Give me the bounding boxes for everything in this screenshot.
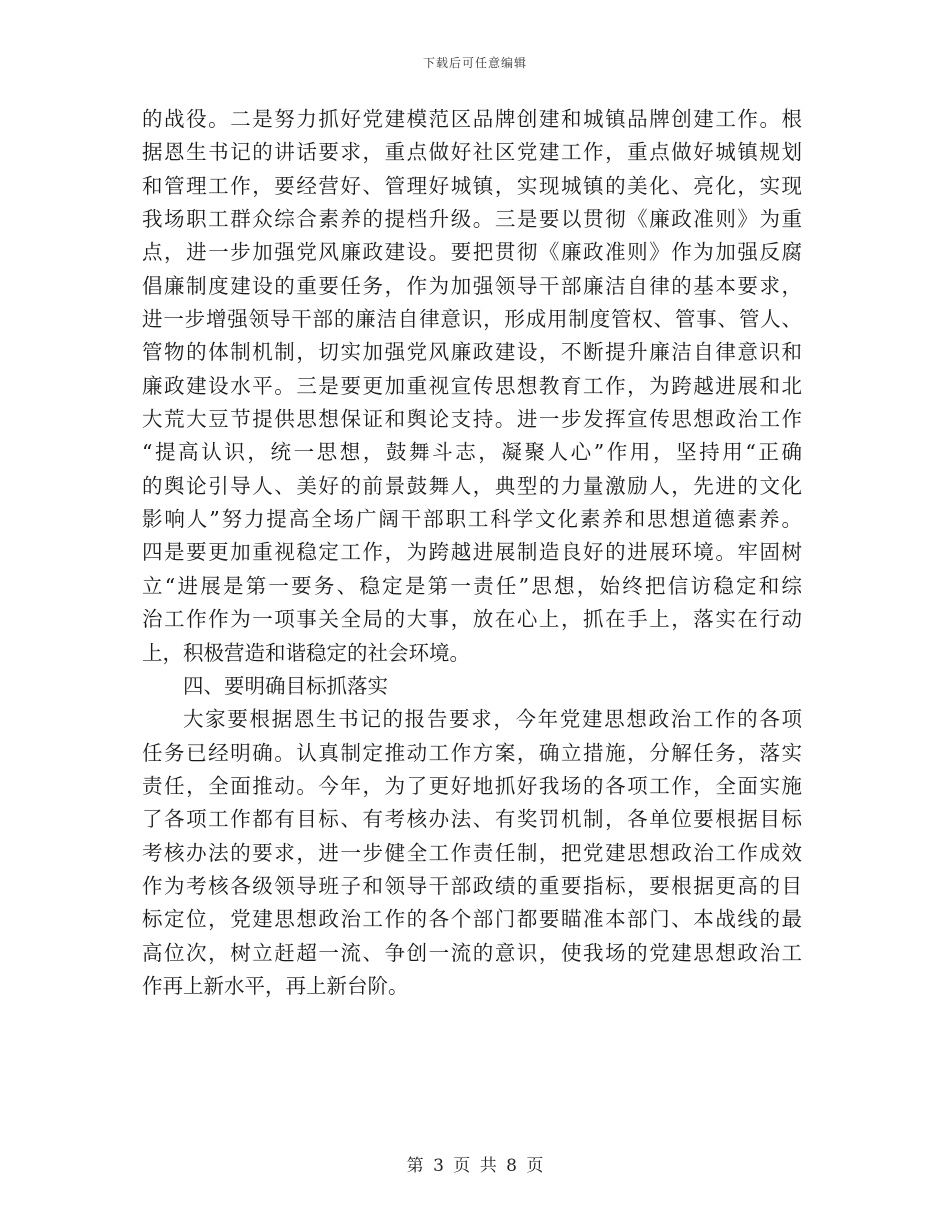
- text-line: 任务已经明确。认真制定推动工作方案，确立措施，分解任务，落实: [142, 740, 802, 765]
- text-line: 四是要更加重视稳定工作，为跨越进展制造良好的进展环境。牢固树: [142, 540, 802, 565]
- page-header: 下载后可任意编辑: [422, 56, 527, 70]
- text-line: 廉政建设水平。三是要更加重视宣传思想教育工作，为跨越进展和北: [142, 373, 802, 398]
- document-body: [142, 103, 802, 1003]
- text-line: 点，进一步加强党风廉政建设。要把贯彻《廉政准则》作为加强反腐: [142, 240, 802, 265]
- text-line: 管物的体制机制，切实加强党风廉政建设，不断提升廉洁自律意识和: [142, 340, 802, 365]
- text-line: 作为考核各级领导班子和领导干部政绩的重要指标，要根据更高的目: [142, 873, 802, 898]
- text-line: 治工作作为一项事关全局的大事，放在心上，抓在手上，落实在行动: [142, 607, 802, 632]
- text-line: 的战役。二是努力抓好党建模范区品牌创建和城镇品牌创建工作。根: [142, 107, 802, 131]
- text-line: 标定位，党建思想政治工作的各个部门都要瞄准本部门、本战线的最: [142, 907, 802, 932]
- text-line: 了各项工作都有目标、有考核办法、有奖罚机制，各单位要根据目标: [142, 807, 802, 832]
- text-line: 作再上新水平，再上新台阶。: [142, 973, 409, 998]
- text-line: 进一步增强领导干部的廉洁自律意识，形成用制度管权、管事、管人、: [142, 307, 802, 332]
- text-line: 大荒大豆节提供思想保证和舆论支持。进一步发挥宣传思想政治工作: [142, 407, 802, 432]
- text-line: 据恩生书记的讲话要求，重点做好社区党建工作，重点做好城镇规划: [142, 140, 802, 165]
- text-line: 责任，全面推动。今年，为了更好地抓好我场的各项工作，全面实施: [142, 773, 802, 798]
- text-line: 倡廉制度建设的重要任务，作为加强领导干部廉洁自律的基本要求，: [142, 273, 802, 298]
- text-line: 和管理工作，要经营好、管理好城镇，实现城镇的美化、亮化，实现: [142, 173, 802, 198]
- text-line: 上，积极营造和谐稳定的社会环境。: [142, 640, 470, 665]
- text-line: 的舆论引导人、美好的前景鼓舞人，典型的力量激励人，先进的文化: [142, 473, 802, 498]
- text-line: 大家要根据恩生书记的报告要求，今年党建思想政治工作的各项: [183, 707, 802, 732]
- text-line: 影响人”努力提高全场广阔干部职工科学文化素养和思想道德素养。: [142, 507, 802, 532]
- text-line: “提高认识，统一思想，鼓舞斗志，凝聚人心”作用，坚持用“正确: [142, 440, 802, 465]
- text-line: 立“进展是第一要务、稳定是第一责任”思想，始终把信访稳定和综: [142, 573, 802, 598]
- text-line: 高位次，树立赶超一流、争创一流的意识，使我场的党建思想政治工: [142, 940, 802, 965]
- text-line: 我场职工群众综合素养的提档升级。三是要以贯彻《廉政准则》为重: [142, 207, 802, 232]
- section-heading: 四、要明确目标抓落实: [183, 673, 388, 698]
- text-line: 考核办法的要求，进一步健全工作责任制，把党建思想政治工作成效: [142, 840, 802, 865]
- page-number-footer: 第 3 页 共 8 页: [406, 1156, 544, 1176]
